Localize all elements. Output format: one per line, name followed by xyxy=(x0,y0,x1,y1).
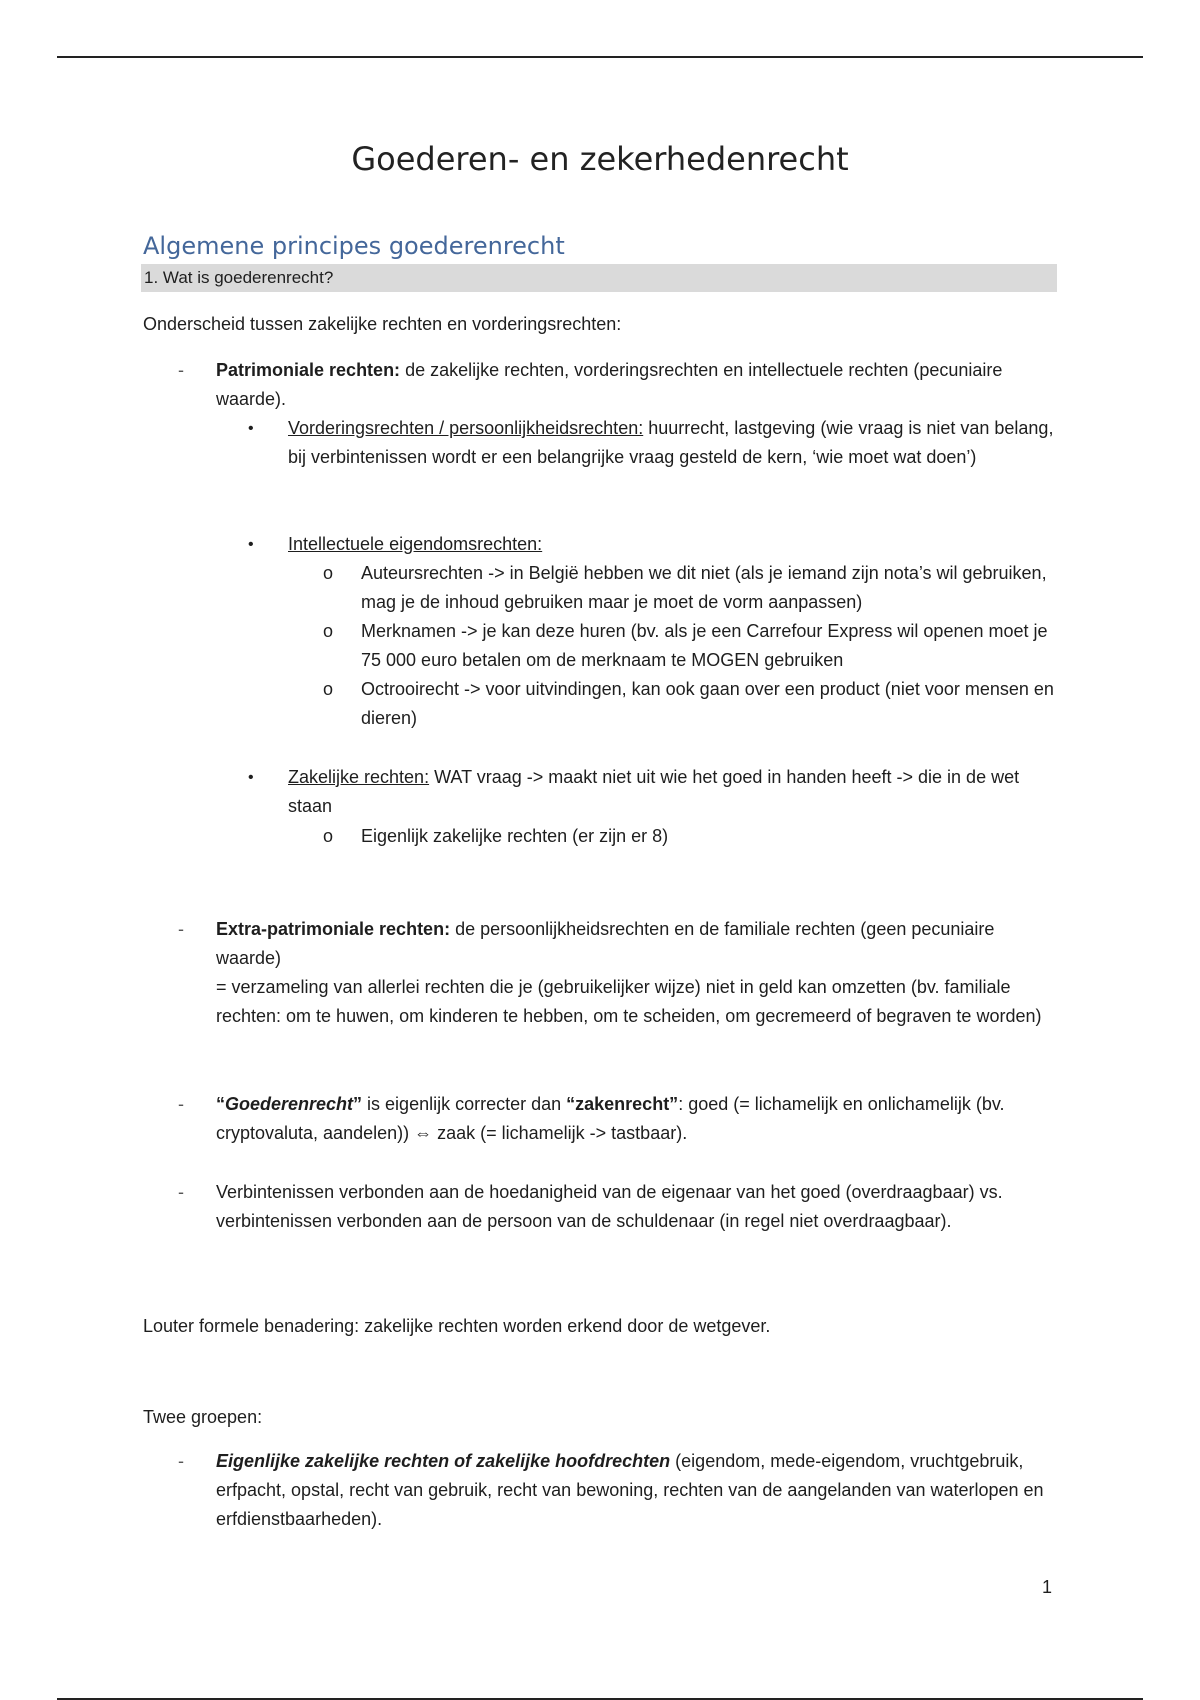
dash-marker: - xyxy=(178,1182,184,1202)
intro-paragraph: Onderscheid tussen zakelijke rechten en vorderingsrechten: xyxy=(143,314,622,334)
list-item-extra-patrimoniale: - Extra-patrimoniale rechten: de persoonlijkheidsrechten en de familiale rechten (geen pecuniaire waarde) = verzameling van allerlei rechten die je (gebruikelijker wijze) niet in geld kan omzetten (bv. familiale rechten: om te huwen, om kinderen te hebben, om te scheiden, om gecremeerd of begraven te worden) xyxy=(178,915,1063,1031)
list-item-vorderingsrechten: • Vorderingsrechten / persoonlijkheidsrechten: huurrecht, lastgeving (wie vraag is niet van belang, bij verbintenissen wordt er een belangrijke vraag gesteld de kern, ‘wie moet wat doen’) xyxy=(248,414,1063,472)
heading-2: 1. Wat is goederenrecht? xyxy=(141,264,1057,292)
term-label: Zakelijke rechten: xyxy=(288,767,430,787)
term-label: Vorderingsrechten / persoonlijkheidsrechten: xyxy=(288,418,644,438)
bullet-marker: • xyxy=(248,420,254,437)
term-label: “zakenrecht” xyxy=(566,1094,679,1114)
dash-marker: - xyxy=(178,1451,184,1471)
list-item-eigenlijk: o Eigenlijk zakelijke rechten (er zijn er 8) xyxy=(323,822,1063,851)
twee-paragraph: Twee groepen: xyxy=(143,1407,263,1427)
term-label: Patrimoniale rechten: xyxy=(216,360,401,380)
circle-marker: o xyxy=(323,826,334,846)
document-title: Goederen- en zekerhedenrecht xyxy=(351,140,849,178)
list-item-merknamen: o Merknamen -> je kan deze huren (bv. als je een Carrefour Express wil openen moet je 75 000 euro betalen om de merknaam te MOGEN gebruiken xyxy=(323,617,1063,675)
list-item-auteursrechten: o Auteursrechten -> in België hebben we dit niet (als je iemand zijn nota’s wil gebruiken, mag je de inhoud gebruiken maar je moet de vorm aanpassen) xyxy=(323,559,1063,617)
heading-1: Algemene principes goederenrecht xyxy=(143,232,565,260)
header-rule xyxy=(57,56,1143,58)
term-label: Intellectuele eigendomsrechten: xyxy=(288,534,543,554)
circle-marker: o xyxy=(323,563,334,583)
bullet-marker: • xyxy=(248,536,254,553)
list-item-octrooirecht: o Octrooirecht -> voor uitvindingen, kan ook gaan over een product (niet voor mensen en dieren) xyxy=(323,675,1063,733)
list-item-intellectuele xyxy=(248,530,1063,559)
dash-marker: - xyxy=(178,1094,184,1114)
list-item-patrimoniale: - Patrimoniale rechten: de zakelijke rechten, vorderingsrechten en intellectuele rechten (pecuniaire waarde). xyxy=(178,356,1063,414)
page-number: 1 xyxy=(1042,1577,1053,1597)
dash-marker: - xyxy=(178,360,184,380)
list-item-goederenrecht: - “Goederenrecht” is eigenlijk correcter dan “zakenrecht”: goed (= lichamelijk en onlichamelijk (bv. cryptovaluta, aandelen)) ⇔ zaak (= lichamelijk -> tastbaar). xyxy=(178,1090,1063,1148)
circle-marker: o xyxy=(323,621,334,641)
term-label: Goederenrecht xyxy=(225,1094,354,1114)
louter-paragraph: Louter formele benadering: zakelijke rechten worden erkend door de wetgever. xyxy=(143,1316,771,1336)
term-label: Eigenlijke zakelijke rechten of zakelijke hoofdrechten xyxy=(216,1451,671,1471)
list-item-eigenlijke: - Eigenlijke zakelijke rechten of zakelijke hoofdrechten (eigendom, mede-eigendom, vruchtgebruik, erfpacht, opstal, recht van gebruik, recht van bewoning, rechten van de aangelanden van waterlopen en erfdienstbaarheden). xyxy=(178,1447,1063,1534)
list-item-verbintenissen: - Verbintenissen verbonden aan de hoedanigheid van de eigenaar van het goed (overdraagbaar) vs. verbintenissen verbonden aan de persoon van de schuldenaar (in regel niet overdraagbaar). xyxy=(178,1178,1063,1236)
dash-marker: - xyxy=(178,919,184,939)
list-item-zakelijke: • Zakelijke rechten: WAT vraag -> maakt niet uit wie het goed in handen heeft -> die in de wet staan xyxy=(248,763,1063,821)
bullet-marker: • xyxy=(248,769,254,786)
term-label: Extra-patrimoniale rechten: xyxy=(216,919,451,939)
circle-marker: o xyxy=(323,679,334,699)
